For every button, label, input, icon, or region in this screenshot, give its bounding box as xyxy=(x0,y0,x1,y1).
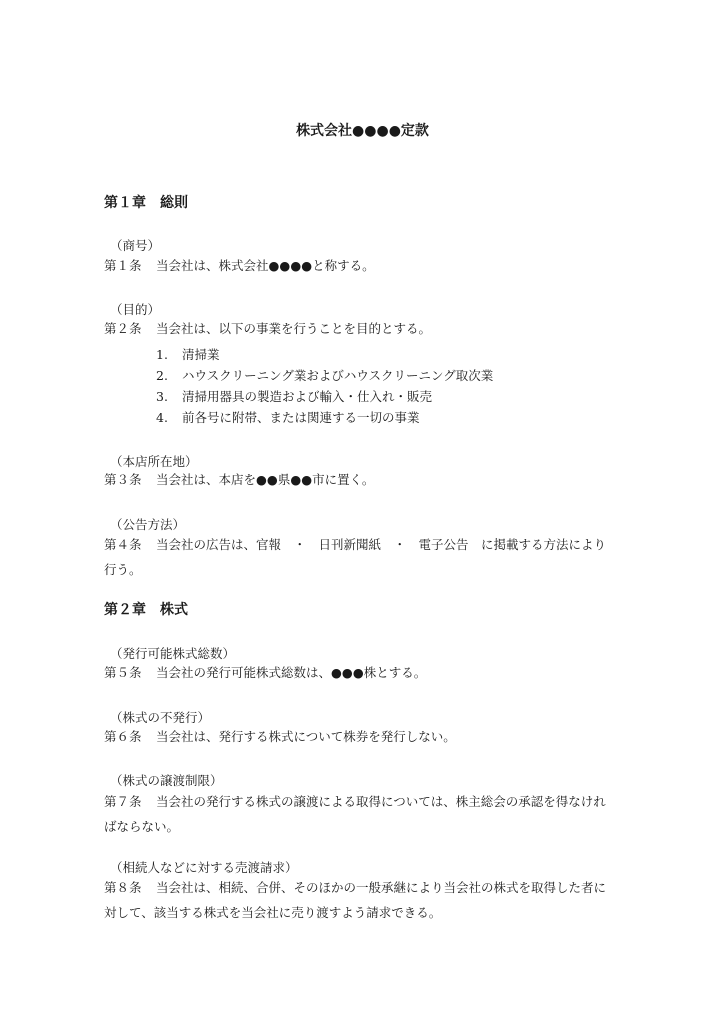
article-5-text: 当会社の発行可能株式総数は、●●●株とする。 xyxy=(156,665,427,680)
article-6-caption: （株式の不発行） xyxy=(110,710,211,725)
article-6 xyxy=(104,725,624,749)
item-text: 清掃用器具の製造および輸入・仕入れ・販売 xyxy=(182,389,433,404)
article-7-continuation: ばならない。 xyxy=(104,819,180,834)
article-3-caption: （本店所在地） xyxy=(110,454,198,469)
item-number: 3. xyxy=(156,389,168,404)
article-6-number: 第６条 xyxy=(104,729,142,744)
article-7-text: 当会社の発行する株式の譲渡による取得については、株主総会の承認を得なけれ xyxy=(156,794,606,809)
item-text: ハウスクリーニング業およびハウスクリーニング取次業 xyxy=(182,368,494,383)
article-2-item xyxy=(156,387,432,405)
article-7-number: 第７条 xyxy=(104,794,142,809)
article-2-text: 当会社は、以下の事業を行うことを目的とする。 xyxy=(156,321,432,336)
article-4-caption: （公告方法） xyxy=(110,517,186,532)
article-8-text: 当会社は、相続、合併、そのほかの一般承継により当会社の株式を取得した者に xyxy=(156,880,607,895)
article-4-number: 第４条 xyxy=(104,537,142,552)
article-2-item xyxy=(156,345,220,363)
article-5 xyxy=(104,661,624,685)
article-5-number: 第５条 xyxy=(104,665,142,680)
article-2-item xyxy=(156,408,420,426)
article-8-caption: （相続人などに対する売渡請求） xyxy=(110,860,298,875)
article-2-item xyxy=(156,366,493,384)
article-3 xyxy=(104,468,624,492)
item-number: 2. xyxy=(156,368,168,383)
article-4-text: 当会社の広告は、官報 ・ 日刊新聞紙 ・ 電子公告 に掲載する方法により xyxy=(156,537,607,552)
article-2-number: 第２条 xyxy=(104,321,142,336)
article-1-text: 当会社は、株式会社●●●●と称する。 xyxy=(156,258,375,273)
article-3-number: 第３条 xyxy=(104,472,142,487)
chapter-1-heading: 第１章 総則 xyxy=(104,195,188,211)
article-4 xyxy=(104,533,624,557)
item-text: 清掃業 xyxy=(182,347,220,362)
article-8 xyxy=(104,876,624,900)
article-2 xyxy=(104,317,624,341)
article-1-caption: （商号） xyxy=(110,238,161,253)
chapter-2-heading: 第２章 株式 xyxy=(104,602,188,618)
article-7-caption: （株式の譲渡制限） xyxy=(110,773,223,788)
document-title: 株式会社●●●●定款 xyxy=(296,123,429,139)
article-3-text: 当会社は、本店を●●県●●市に置く。 xyxy=(156,472,375,487)
article-1 xyxy=(104,254,624,278)
article-1-number: 第１条 xyxy=(104,258,142,273)
article-4-continuation: 行う。 xyxy=(104,562,142,577)
article-8-number: 第８条 xyxy=(104,880,142,895)
article-6-text: 当会社は、発行する株式について株券を発行しない。 xyxy=(156,729,456,744)
article-2-caption: （目的） xyxy=(110,302,161,317)
item-text: 前各号に附帯、または関連する一切の事業 xyxy=(182,410,420,425)
article-8-continuation: 対して、該当する株式を当会社に売り渡すよう請求できる。 xyxy=(104,905,442,920)
item-number: 4. xyxy=(156,410,168,425)
article-5-caption: （発行可能株式総数） xyxy=(110,646,236,661)
item-number: 1. xyxy=(156,347,168,362)
article-7 xyxy=(104,790,624,814)
